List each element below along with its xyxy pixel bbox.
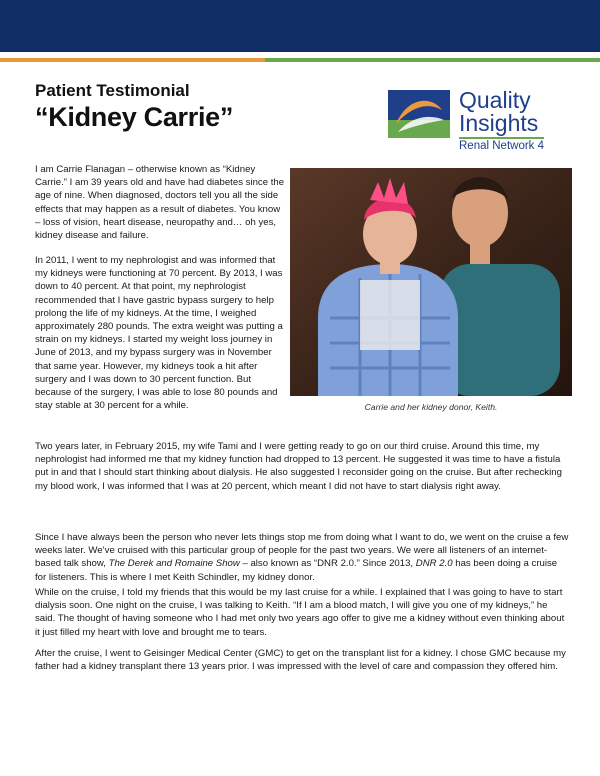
paragraph-dnr-text-1: Since I have always been the person who never lets things stop me from doing what I want to do, we went on the cruise a few weeks later. We’ve cruised with this particular group of people for the past two years. We were all listeners of an internet-based talk show, — [35, 532, 569, 570]
logo-mark-icon — [388, 90, 450, 138]
logo-subtitle: Renal Network 4 — [459, 140, 545, 152]
logo-text-quality: Quality — [459, 87, 531, 113]
quality-insights-logo — [388, 87, 578, 154]
photo-illustration — [290, 168, 572, 396]
photo-caption: Carrie and her kidney donor, Keith. — [364, 402, 498, 412]
paragraph-dnr-cruise — [35, 531, 570, 584]
header-bar — [0, 0, 600, 52]
show-short-title: DNR 2.0 — [415, 558, 453, 570]
section-kicker: Patient Testimonial — [35, 81, 190, 100]
photo-carrie-and-keith — [290, 168, 572, 396]
logo-text-insights: Insights — [459, 110, 539, 136]
paragraph-keith-offer: While on the cruise, I told my friends that this would be my last cruise for a while. I explained that I was going to have to start dialysis soon. One night on the cruise, I was talking to Keith. “If I am a blood match, I will give you one of my kidneys,” he said. The thought of having someone who I had met only two years ago offer to give me a kidney without even thinking about it just filled my heart with love and brought me to tears. — [35, 587, 565, 638]
page-title: “Kidney Carrie” — [35, 102, 234, 132]
paragraph-transplant-list: After the cruise, I went to Geisinger Medical Center (GMC) to get on the transplant list for a kidney. I chose GMC because my father had a kidney transplant there 13 years prior. I was impressed with the level of care and compassion they offered him. — [35, 648, 566, 673]
paragraph-intro: I am Carrie Flanagan – otherwise known as “Kidney Carrie.” I am 39 years old and have had diabetes since the age of nine. When diagnosed, doctors tell you all the side effects that may happen as a result of diabetes. You know – loss of vision, heart disease, neuropathy and… oh yes, kidney disease and failure. — [35, 164, 285, 242]
logo-divider — [459, 137, 544, 139]
paragraph-history: In 2011, I went to my nephrologist and was informed that my kidneys were functioning at 70 percent. By 2013, I was down to 40 percent. At that point, my nephrologist recommended that I have gastric bypass surgery to help prolong the life of my kidneys. At the time, I weighed approximately 280 pounds. The extra weight was putting a strain on my kidneys. I started my weight loss journey in June of 2013, and my bypass surgery was in November that same year. However, my kidneys took a hit after surgery and I was down to 30 percent function. But because of the surgery, I was able to lose 80 pounds and stay stable at 30 percent for a while. — [35, 255, 283, 412]
accent-stripe-orange — [0, 58, 265, 62]
accent-stripe-green — [265, 58, 600, 62]
paragraph-cruise-plans: Two years later, in February 2015, my wife Tami and I were getting ready to go on our third cruise. Around this time, my nephrologist had informed me that my kidney function had dropped to 13 percent. He suggested it was time to have a fistula put in and that I should start thinking about dialysis. He also suggested I reconsider going on the cruise. But after rechecking my blood work, I was informed that I was at 20 percent, which meant I did not have to start dialysis right away. — [35, 441, 562, 492]
paragraph-dnr-text-2: – also known as “DNR 2.0.” Since 2013, — [239, 558, 416, 570]
paragraph-dnr-text-3: has been doing a cruise for listeners. This is where I met Keith Schindler, my kidney donor. — [35, 558, 558, 583]
show-title: The Derek and Romaine Show — [108, 558, 240, 570]
